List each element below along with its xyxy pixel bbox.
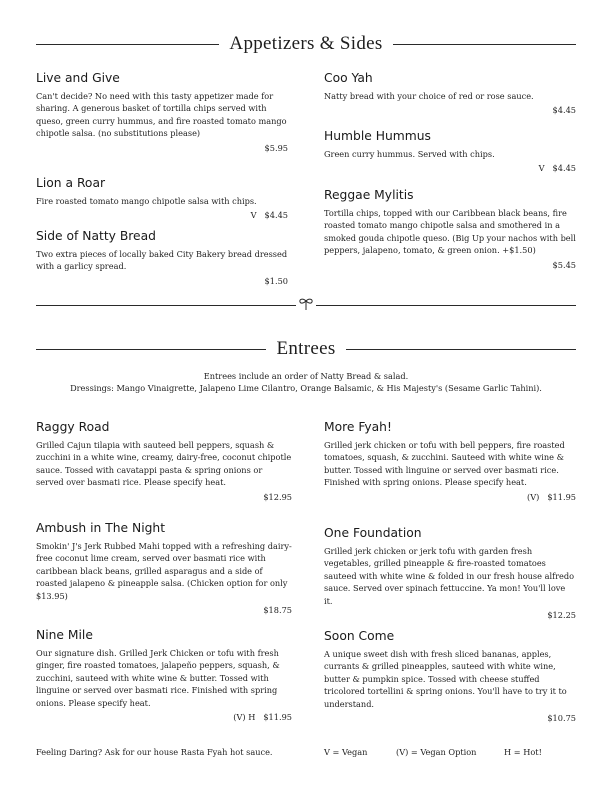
item-description: Grilled jerk chicken or tofu with bell peppers, fire roasted tomatoes, squash, & zucchini. Sauteed with white wine & butter. Tossed with linguine or served over basmati rice. Finished with spring onions. Please specify heat. [324,440,565,488]
legend-vegan: V = Vegan [324,747,368,757]
heading-rule-left [36,44,219,45]
appetizers-title: Appetizers & Sides [229,33,383,54]
divider-rule-right [316,305,576,306]
menu-item-nine-mile [36,628,292,723]
item-description: Smokin' J's Jerk Rubbed Mahi topped with a refreshing dairy-free coconut lime cream, served over basmati rice with caribbean black beans, grilled asparagus and a side of roasted jalapeno & pineapple salsa. (Chicken option for only $13.95) [36,541,292,601]
menu-item-ambush-in-the-night [36,521,292,616]
item-name: Ambush in The Night [36,521,166,535]
menu-item-reggae-mylitis [324,188,576,271]
item-description: A unique sweet dish with fresh sliced bananas, apples, currants & grilled pineapples, sauteed with white wine, butter & pumpkin spice. Tossed with cheese stuffed tricolored tortellini & spring onions. You'll have to try it to understand. [324,649,567,709]
item-name: Reggae Mylitis [324,188,414,202]
entrees-heading [36,337,576,361]
heading-rule-right [393,44,576,45]
item-price: $4.45 [552,163,576,174]
item-price: $5.95 [264,142,288,153]
menu-item-more-fyah [324,420,576,503]
item-price: $1.50 [264,275,288,286]
item-description: Our signature dish. Grilled Jerk Chicken or tofu with fresh ginger, fire roasted tomatoes, jalapeño peppers, squash, & zucchini, sauteed with white wine & butter. Tossed with linguine or served over basmati rice. Finished with spring onions. Please specify heat. [36,648,280,708]
item-description: Can't decide? No need with this tasty appetizer made for sharing. A generous basket of tortilla chips served with queso, green curry hummus, and fire roasted tomato mango chipotle salsa. (no substitutions please) [36,91,287,139]
item-tag: (V) H [233,712,256,723]
item-name: Side of Natty Bread [36,229,156,243]
item-name: Humble Hummus [324,129,431,143]
menu-item-side-of-natty-bread [36,229,288,287]
item-name: One Foundation [324,526,422,540]
item-name: Live and Give [36,71,120,85]
entrees-intro-line2: Dressings: Mango Vinaigrette, Jalapeno Lime Cilantro, Orange Balsamic, & His Majesty's (Sesame Garlic Tahini). [70,382,542,393]
item-description: Tortilla chips, topped with our Caribbean black beans, fire roasted tomato mango chipotle salsa and smothered in a smoked gouda chipotle queso. (Big Up your nachos with bell peppers, jalapeno, tomato, & green onion. +$1.50) [324,208,576,256]
menu-item-raggy-road [36,420,292,503]
heading-rule-left [36,349,266,350]
item-description: Natty bread with your choice of red or rose sauce. [324,91,534,101]
entrees-intro [36,371,576,394]
item-price: $11.95 [547,491,576,502]
item-description: Green curry hummus. Served with chips. [324,149,495,159]
item-name: Raggy Road [36,420,110,434]
item-price: $12.25 [547,610,576,621]
menu-item-soon-come [324,629,576,724]
item-price: $11.95 [263,712,292,723]
item-name: Lion a Roar [36,176,106,190]
item-price: $4.45 [264,210,288,221]
item-description: Two extra pieces of locally baked City Bakery bread dressed with a garlicy spread. [36,249,288,272]
menu-item-coo-yah [324,71,576,116]
heading-rule-right [346,349,576,350]
item-name: More Fyah! [324,420,392,434]
menu-item-live-and-give [36,71,288,154]
menu-footer [36,746,576,758]
item-tag: (V) [527,491,540,502]
entrees-title: Entrees [276,338,336,359]
item-price: $10.75 [547,713,576,724]
menu-item-one-foundation [324,526,576,621]
item-price: $18.75 [263,605,292,616]
item-description: Grilled jerk chicken or jerk tofu with garden fresh vegetables, grilled pineapple & fire-roasted tomatoes sauteed with white wine & folded in our fresh house alfredo sauce. Served over spinach fettuccine. Ya mon! You'll love it. [324,546,575,606]
legend-hot: H = Hot! [504,747,542,757]
section-divider [36,298,576,312]
footer-hot-sauce-note: Feeling Daring? Ask for our house Rasta Fyah hot sauce. [36,747,273,757]
item-name: Coo Yah [324,71,373,85]
item-description: Fire roasted tomato mango chipotle salsa with chips. [36,196,257,206]
item-name: Nine Mile [36,628,93,642]
menu-item-lion-a-roar [36,176,288,221]
item-price: $12.95 [263,491,292,502]
flourish-icon [296,298,316,312]
item-description: Grilled Cajun tilapia with sauteed bell peppers, squash & zucchini in a white wine, creamy, dairy-free, coconut chipotle sauce. Tossed with cavatappi pasta & spring onions or served over basmati rice. Please specify heat. [36,440,292,488]
divider-rule-left [36,305,296,306]
item-price: $4.45 [552,105,576,116]
item-price: $5.45 [552,259,576,270]
item-tag: V [250,210,257,221]
item-tag: V [538,163,545,174]
entrees-intro-line1: Entrees include an order of Natty Bread & salad. [203,371,409,381]
menu-item-humble-hummus [324,129,576,174]
item-name: Soon Come [324,629,395,643]
legend-vegan-option: (V) = Vegan Option [396,747,477,757]
appetizers-heading [36,32,576,56]
